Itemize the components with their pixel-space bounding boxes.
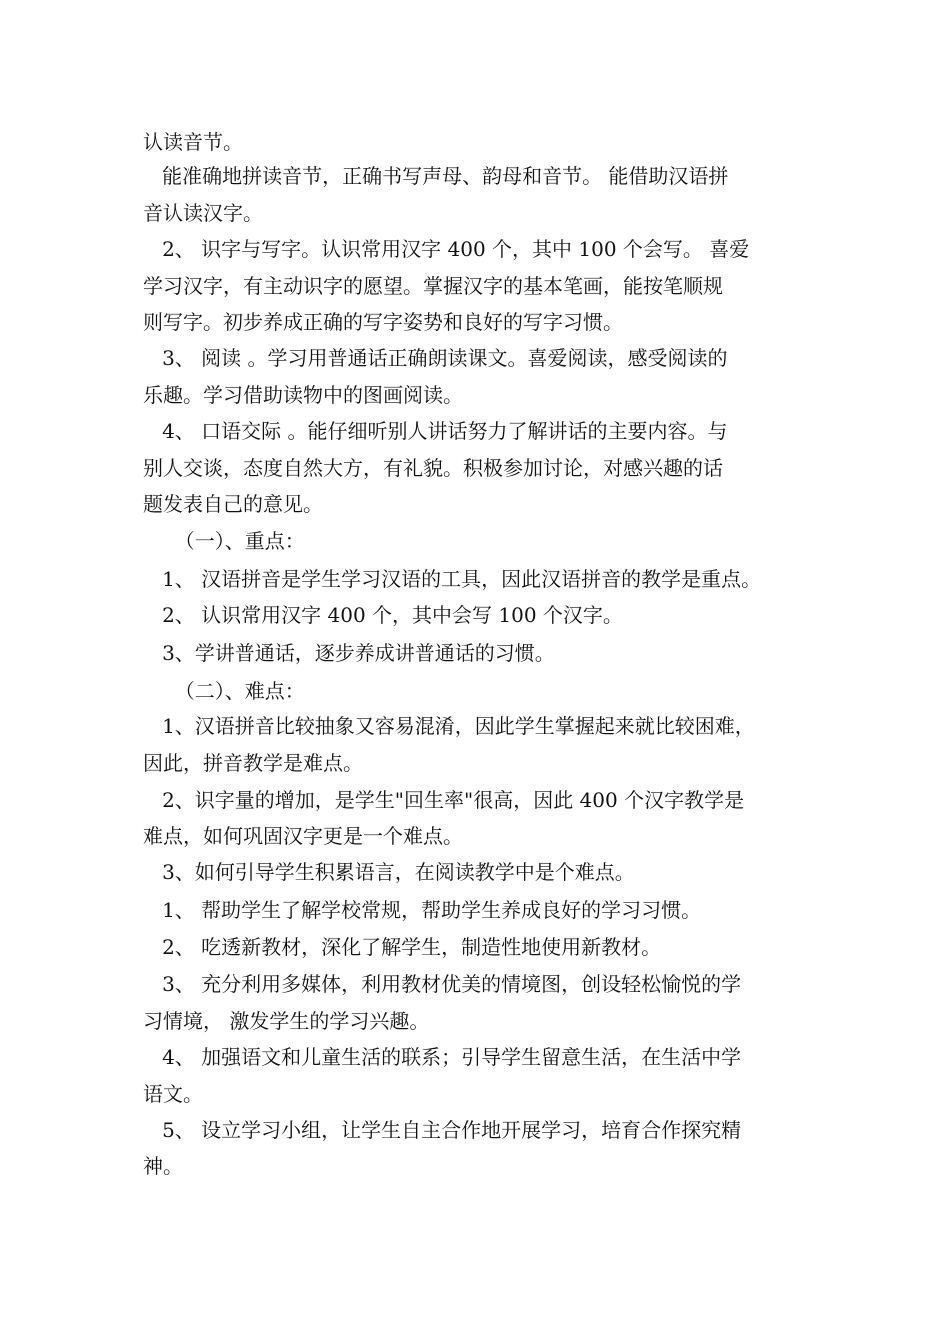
text-line: 5、 设立学习小组，让学生自主合作地开展学习，培育合作探究精	[143, 1118, 742, 1142]
text-line: 1、 汉语拼音是学生学习汉语的工具，因此汉语拼音的教学是重点。	[143, 567, 762, 591]
text-line: 3、学讲普通话，逐步养成讲普通话的习惯。	[143, 641, 555, 665]
text-line: 能准确地拼读音节，正确书写声母、韵母和音节。 能借助汉语拼	[143, 164, 729, 188]
text-line: 学习汉字，有主动识字的愿望。掌握汉字的基本笔画，能按笔顺规	[143, 274, 723, 298]
text-line: 题发表自己的意见。	[143, 492, 323, 516]
text-line: 难点，如何巩固汉字更是一个难点。	[143, 824, 463, 848]
text-line: 语文。	[143, 1082, 203, 1106]
text-line: 2、 认识常用汉字 400 个，其中会写 100 个汉字。	[143, 603, 623, 627]
text-line: 1、汉语拼音比较抽象又容易混淆，因此学生掌握起来就比较困难，	[143, 714, 755, 738]
text-line: 2、 吃透新教材，深化了解学生，制造性地使用新教材。	[143, 935, 662, 959]
text-line: 3、 充分利用多媒体，利用教材优美的情境图，创设轻松愉悦的学	[143, 972, 742, 996]
text-line: 音认读汉字。	[143, 201, 263, 225]
text-line: 1、 帮助学生了解学校常规，帮助学生养成良好的学习习惯。	[143, 898, 702, 922]
section-heading: （二）、难点：	[143, 679, 305, 703]
text-line: 2、识字量的增加，是学生"回生率"很高，因此 400 个汉字教学是	[143, 788, 745, 812]
text-line: 乐趣。学习借助读物中的图画阅读。	[143, 383, 463, 407]
text-line: 3、如何引导学生积累语言，在阅读教学中是个难点。	[143, 860, 635, 884]
section-heading: （一）、重点：	[143, 529, 305, 553]
text-line: 则写字。初步养成正确的写字姿势和良好的写字习惯。	[143, 310, 623, 334]
text-line: 4、 口语交际 。能仔细听别人讲话努力了解讲话的主要内容。与	[143, 419, 728, 443]
text-line: 因此，拼音教学是难点。	[143, 751, 363, 775]
text-line: 认读音节。	[143, 130, 243, 154]
text-line: 习情境， 激发学生的学习兴趣。	[143, 1009, 430, 1033]
text-line: 神。	[143, 1154, 183, 1178]
text-line: 2、 识字与写字。认识常用汉字 400 个，其中 100 个会写。 喜爱	[143, 237, 750, 261]
text-line: 别人交谈，态度自然大方，有礼貌。积极参加讨论，对感兴趣的话	[143, 456, 723, 480]
text-line: 4、 加强语文和儿童生活的联系；引导学生留意生活，在生活中学	[143, 1045, 742, 1069]
text-line: 3、 阅读 。学习用普通话正确朗读课文。喜爱阅读，感受阅读的	[143, 346, 728, 370]
